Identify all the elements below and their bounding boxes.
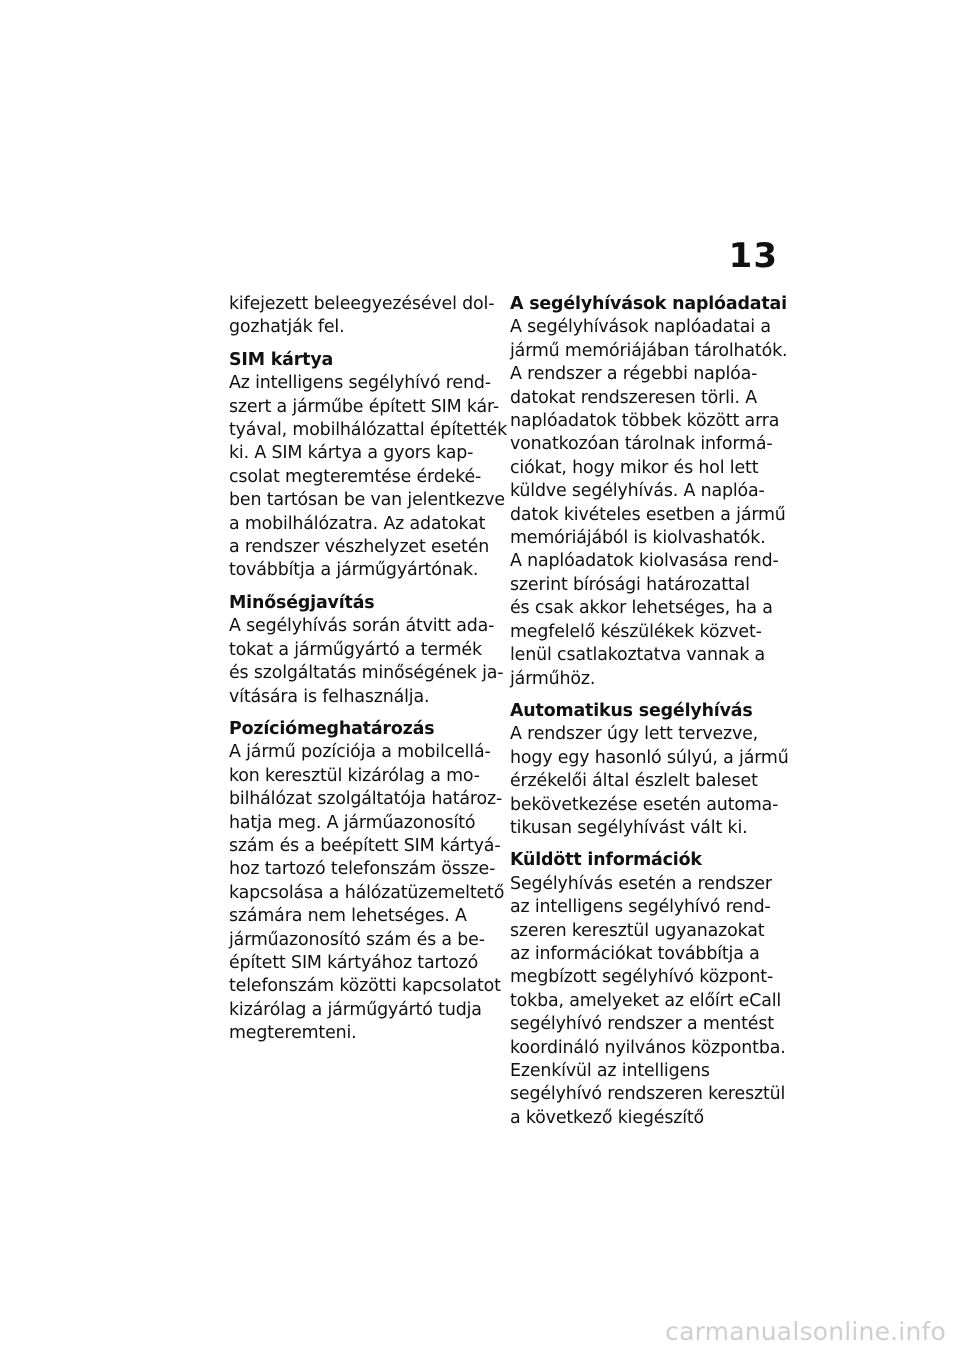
text-line: küldve segélyhívás. A naplóa- [510,481,765,502]
text-line: Segélyhívás esetén a rendszer [510,873,772,894]
text-line: kizárólag a járműgyártó tudja [229,999,482,1020]
text-line: szeren keresztül ugyanazokat [510,920,765,941]
section-call-logs [510,293,788,691]
text-line: kapcsolása a hálózatüzemeltető [229,882,505,903]
text-line: tokat a járműgyártó a termék [229,639,482,660]
text-line: a mobilhálózatra. Az adatokat [229,513,486,534]
text-line: megbízott segélyhívó központ- [510,967,774,988]
text-line: hogy egy hasonló súlyú, a jármű [510,747,789,768]
text-line: A jármű pozíciója a mobilcellá- [229,742,491,763]
left-column [229,293,508,1046]
text-line: számára nem lehetséges. A [229,906,467,927]
text-line: szert a járműbe épített SIM kár- [229,396,500,417]
text-line: jármű memóriájában tárolhatók. [510,340,788,361]
text-line: hoz tartozó telefonszám össze- [229,859,496,880]
text-line: csolat megteremtése érdeké- [229,466,482,487]
text-line: naplóadatok többek között arra [510,411,780,432]
text-line: A rendszer úgy lett tervezve, [510,724,759,745]
text-line: ki. A SIM kártya a gyors kap- [229,443,474,464]
section-heading: A segélyhívások naplóadatai [510,294,787,314]
text-line: gozhatják fel. [229,317,345,338]
text-line: Ezenkívül az intelligens [510,1061,710,1081]
page-number: 13 [728,236,778,276]
text-line: a rendszer vészhelyzet esetén [229,537,490,558]
text-line: kon keresztül kizárólag a mo- [229,765,480,786]
right-column [510,293,789,1130]
text-line: vítására is felhasználja. [229,686,430,707]
text-line: A naplóadatok kiolvasása rend- [510,551,779,572]
text-line: és csak akkor lehetséges, ha a [510,598,773,619]
text-line: épített SIM kártyához tartozó [229,952,479,973]
text-line: segélyhívó rendszeren keresztül [510,1084,786,1105]
text-line: A rendszer a régebbi naplóa- [510,364,758,385]
text-line: megfelelő készülékek közvet- [510,621,762,642]
text-line: az információkat továbbítja a [510,943,760,964]
watermark-url: carmanualsonline.info [665,1317,946,1346]
text-line: Az intelligens segélyhívó rend- [229,373,491,394]
text-line: továbbítja a járműgyártónak. [229,560,479,581]
text-line: vonatkozóan tárolnak informá- [510,434,773,455]
text-line: datok kivételes esetben a jármű [510,504,786,525]
section-automatic-call [510,700,789,840]
text-line: koordináló nyilvános központba. [510,1037,786,1058]
text-line: segélyhívó rendszer a mentést [510,1014,774,1035]
text-line: ciókat, hogy mikor és hol lett [510,457,759,478]
text-line: telefonszám közötti kapcsolatot [229,976,501,997]
text-line: tyával, mobilhálózattal építették [229,420,508,441]
text-line: bekövetkezése esetén automa- [510,794,779,815]
text-line: az intelligens segélyhívó rend- [510,897,771,918]
text-line: megteremteni. [229,1023,357,1044]
text-line: járműhöz. [510,668,596,689]
section-sim-card [229,349,508,583]
text-line: bilhálózat szolgáltatója határoz- [229,789,503,810]
section-heading: SIM kártya [229,349,334,370]
text-line: A segélyhívások naplóadatai a [510,317,771,338]
text-line: tokba, amelyeket az előírt eCall [510,990,782,1011]
text-line: szerint bírósági határozattal [510,574,750,595]
text-line: ben tartósan be van jelentkezve [229,490,505,511]
intro-text [229,293,495,340]
text-line: érzékelői által észlelt baleset [510,771,758,792]
section-quality-improvement [229,592,504,709]
text-line: A segélyhívás során átvitt ada- [229,616,495,637]
text-line: járműazonosító szám és a be- [229,929,485,950]
section-positioning [229,718,505,1046]
text-line: és szolgáltatás minőségének ja- [229,663,504,684]
text-line: lenül csatlakoztatva vannak a [510,645,766,666]
text-line: hatja meg. A járműazonosító [229,812,476,833]
text-line: datokat rendszeresen törli. A [510,387,757,408]
text-line: kifejezett beleegyezésével dol- [229,294,495,314]
section-heading: Pozíciómeghatározás [229,718,435,739]
text-line: szám és a beépített SIM kártyá- [229,835,501,856]
text-line: tikusan segélyhívást vált ki. [510,817,748,838]
section-heading: Küldött információk [510,850,702,871]
text-line: a következő kiegészítő [510,1107,705,1128]
text-line: memóriájából is kiolvashatók. [510,528,766,549]
section-heading: Automatikus segélyhívás [510,700,753,721]
section-sent-information [510,849,786,1130]
section-heading: Minőségjavítás [229,592,375,613]
